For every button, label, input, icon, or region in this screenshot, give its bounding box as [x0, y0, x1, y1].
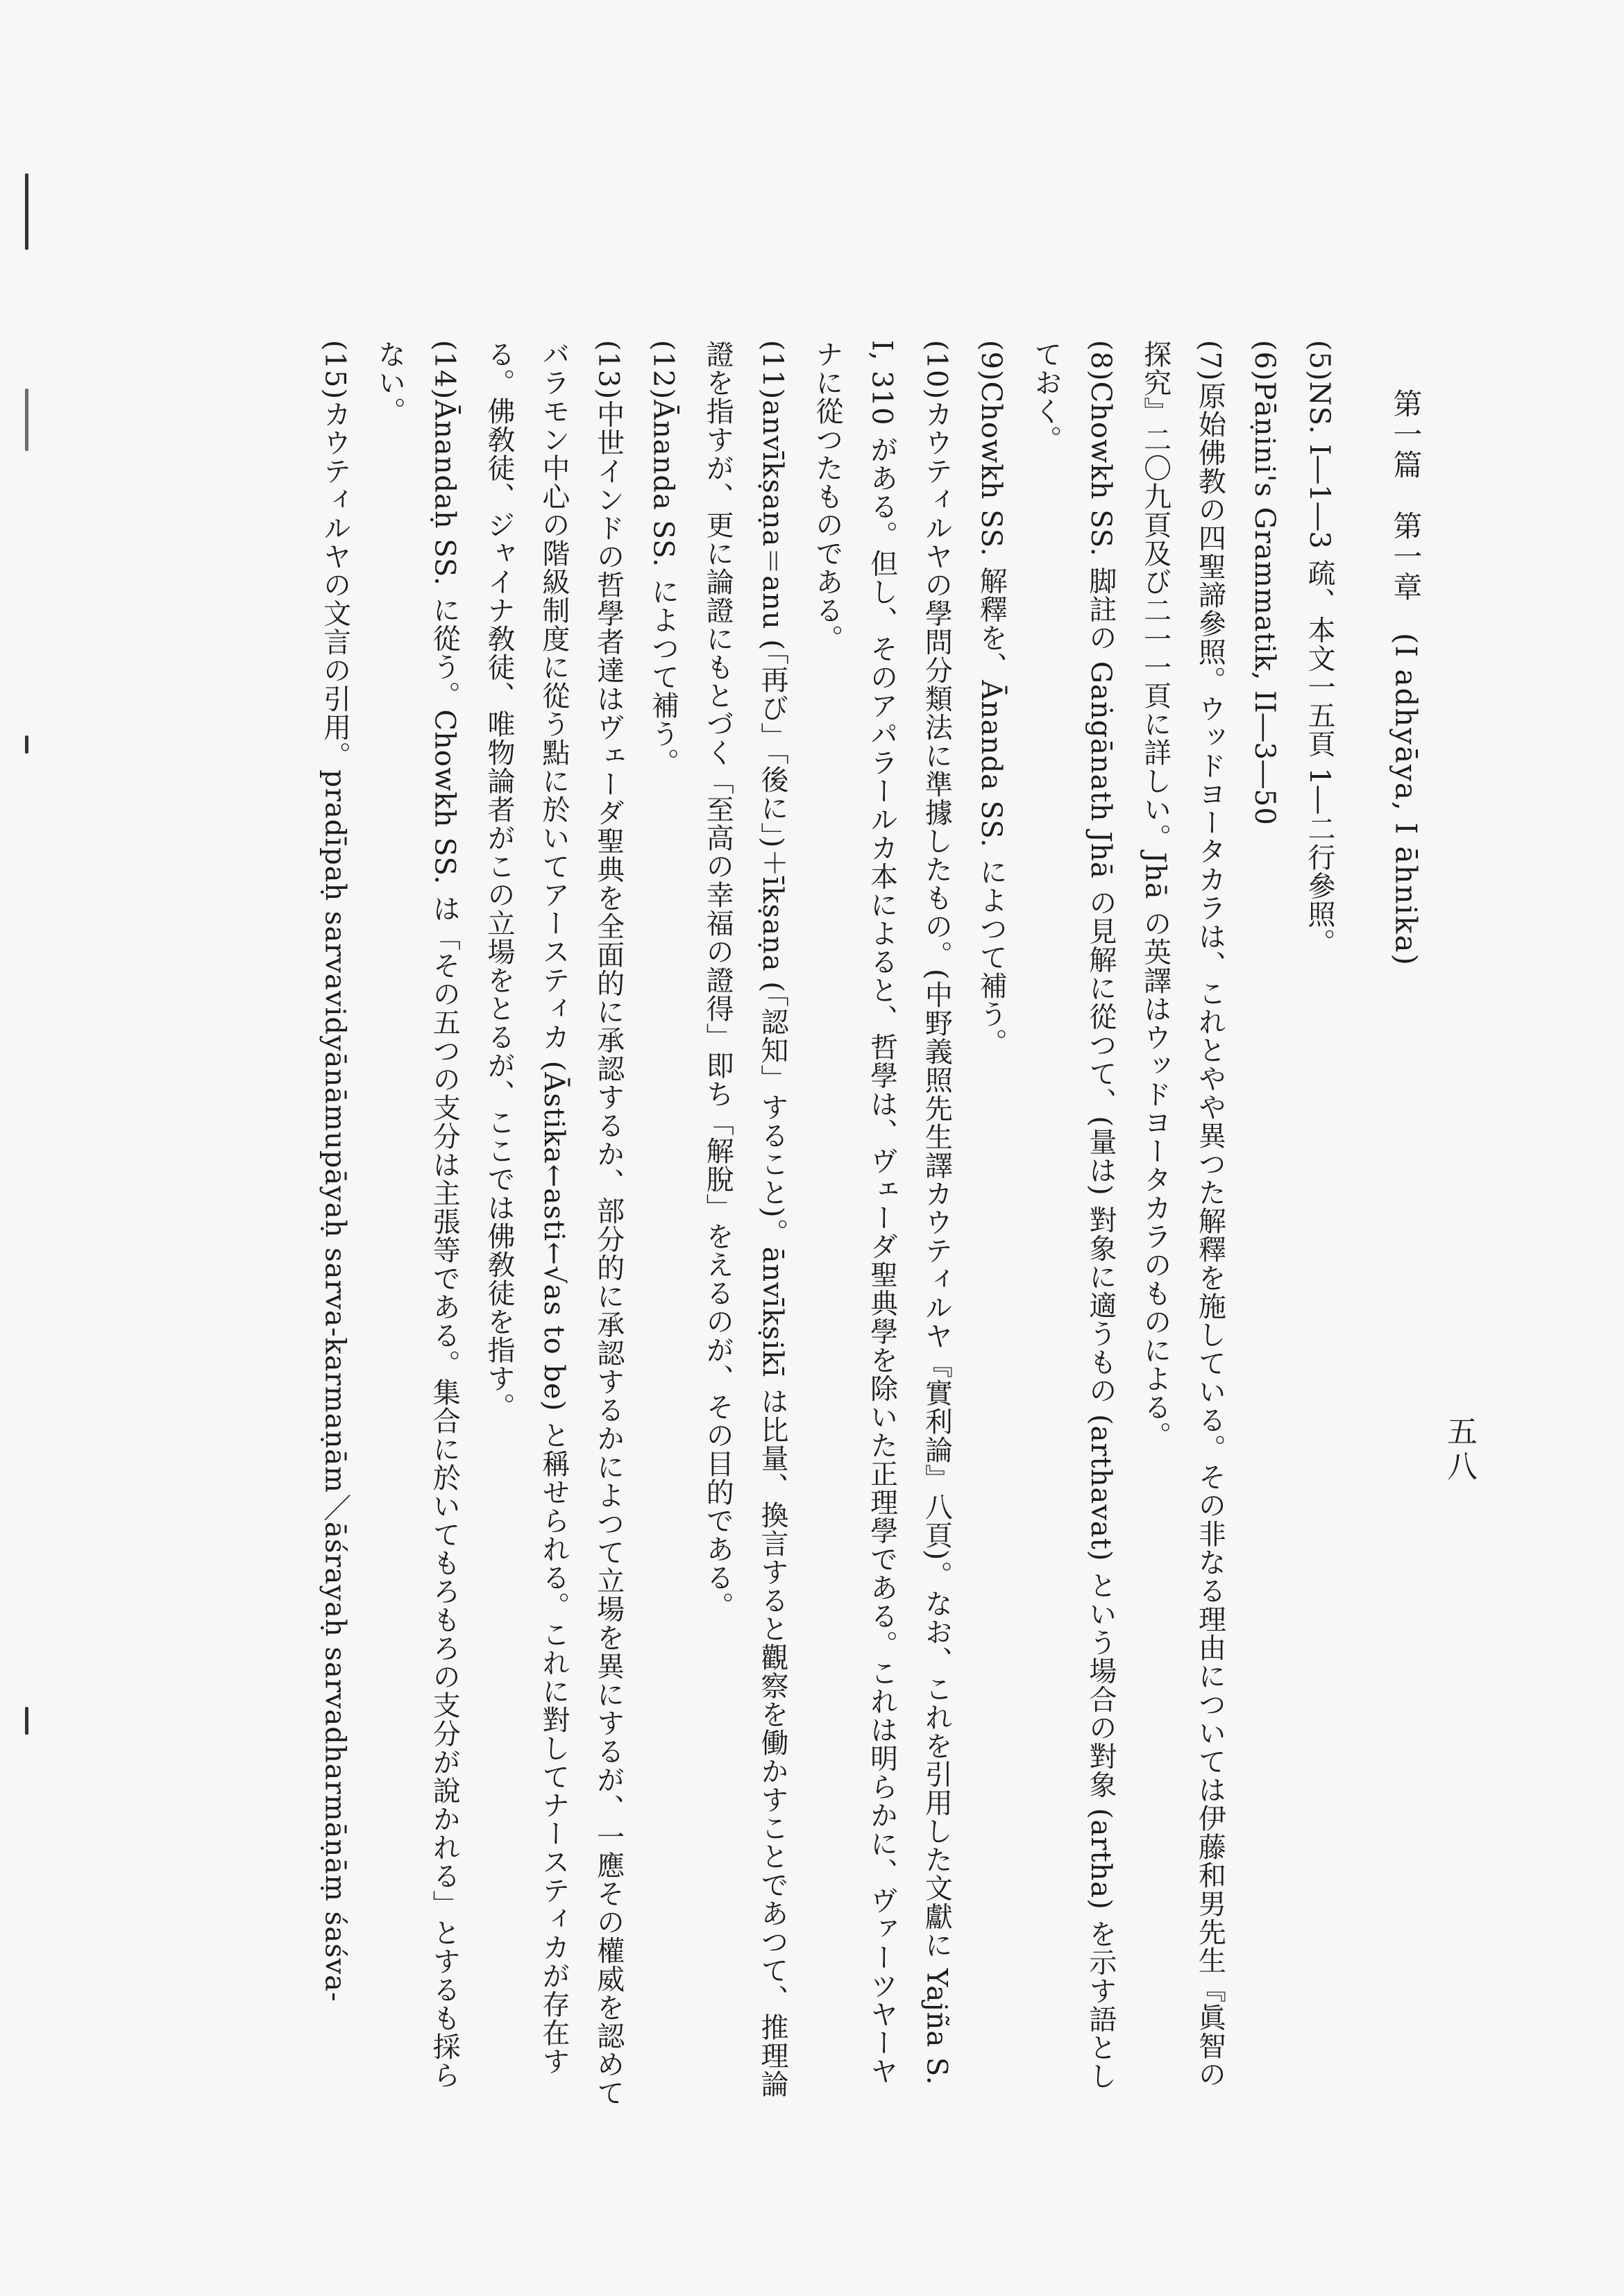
- footnote-text: カウティルヤの學問分類法に準據したもの。(中野義照先生譯カウティルヤ『實利論』八頁)。なお、これを引用した文獻に Yajña S. I, 310 がある。但し、そのアパラールカ本によると、哲學は、ヴェーダ聖典學を除いた正理學である。これは明らかに、ヴァーツヤーヤナに從つたものである。: [811, 340, 953, 2086]
- footnote-15: [307, 340, 362, 2109]
- footnote-number: (15): [319, 340, 351, 400]
- footnote-10: [800, 340, 963, 2109]
- page-number: 五八: [1441, 1415, 1477, 1485]
- footnote-text: 原始佛教の四聖諦參照。ウッドヨータカラは、これとやや異つた解釋を施している。その非なる理由については伊藤和男先生『眞智の探究』二〇九頁及び二一一頁に詳しい。Jhā の英譯はウッドヨータカラのものによる。: [1139, 340, 1226, 2089]
- footnote-number: (12): [647, 340, 679, 400]
- running-head: 第一篇 第一章 (I adhyāya, I āhnika): [1389, 389, 1423, 967]
- footnote-14: [362, 340, 472, 2109]
- footnote-text: Pāṇini's Grammatik, II―3―50: [1249, 381, 1281, 826]
- scan-artifact-mark: [25, 1707, 28, 1735]
- footnote-number: (9): [975, 340, 1008, 382]
- footnote-5: [1292, 340, 1346, 2109]
- footnote-number: (5): [1303, 340, 1335, 382]
- footnote-number: (7): [1194, 340, 1226, 382]
- footnotes: [257, 340, 1346, 2109]
- footnote-number: (6): [1249, 340, 1281, 382]
- footnote-number: (13): [592, 340, 625, 400]
- scan-artifact-mark: [25, 389, 28, 451]
- footnote-12: [636, 340, 691, 2109]
- footnote-text: Ānandaḥ SS. に從う。Chowkh SS. は「その五つの支分は主張等である。集合に於いてもろもろの支分が說かれる」とするも採らない。: [373, 340, 461, 2089]
- footnote-number: (14): [428, 340, 461, 400]
- footnote-7: [1128, 340, 1237, 2109]
- scan-artifact-mark: [25, 735, 28, 754]
- scan-artifact-mark: [25, 173, 28, 250]
- footnote-number: (11): [756, 340, 789, 400]
- footnote-text: anvīkṣaṇa＝anu (「再び」「後に」)＋īkṣaṇa (「認知」すること)。ānvīkṣikī は比量、換言すると觀察を働かすことであつて、推理論證を指すが、更に論證にもとづく「至高の幸福の證得」即ち「解脫」をえるのが、その目的である。: [702, 340, 789, 2098]
- footnote-8: [1018, 340, 1128, 2109]
- footnote-6: [1237, 340, 1292, 2109]
- footnote-text: カウティルヤの文言の引用。pradīpaḥ sarvavidyānāmupāyaḥ sarva-karmaṇām／āśrayaḥ sarvadharmāṇāṃ śaśva-: [319, 400, 351, 2002]
- footnote-13: [471, 340, 635, 2109]
- footnote-9: [963, 340, 1018, 2109]
- footnote-text: Ānanda SS. によつて補う。: [647, 400, 679, 776]
- footnote-text: Chowkh SS. 脚註の Gaṅgānath Jhā の見解に從つて、(量は) 對象に適うもの (arthavat) という場合の對象 (artha) を示す語としておく。: [1030, 340, 1117, 2091]
- footnote-number: (8): [1084, 340, 1117, 382]
- footnote-text: Chowkh SS. 解釋を、Ānanda SS. によつて補う。: [975, 381, 1008, 1057]
- footnote-number: (10): [920, 340, 953, 400]
- footnote-11: [690, 340, 800, 2109]
- footnote-text: 中世インドの哲學者達はヴェーダ聖典を全面的に承認するか、部分的に承認するかによつて立場を異にするが、一應その權威を認めてバラモン中心の階級制度に從う點に於いてアースティカ (Āstika←asti←√as to be) と稱せられる。これに對してナースティカが存在する。佛敎徒、ジャイナ敎徒、唯物論者がこの立場をとるが、ここでは佛敎徒を指す。: [483, 340, 625, 2107]
- footnote-text: NS. I―1―3 疏、本文一五頁 1―二行參照。: [1303, 381, 1335, 957]
